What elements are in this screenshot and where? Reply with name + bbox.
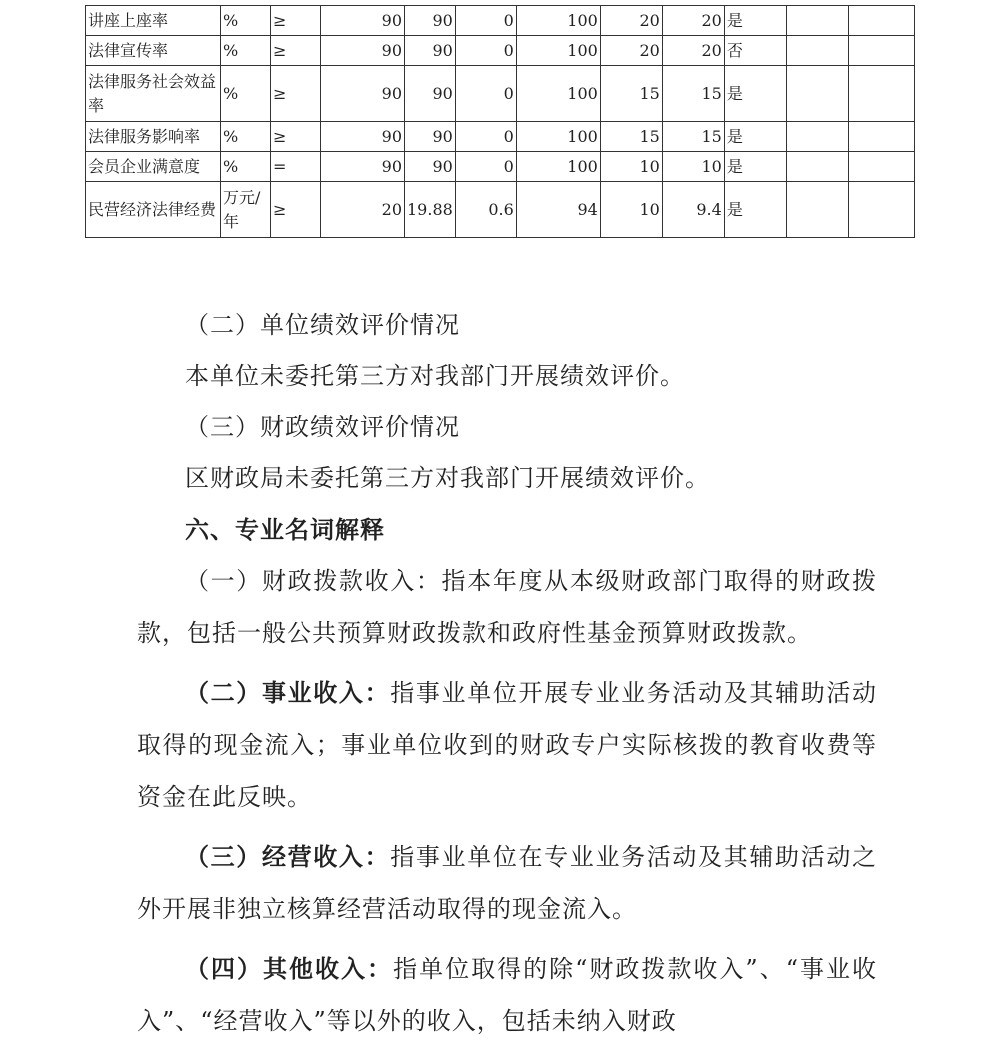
table-cell-v5: 20 xyxy=(600,6,662,36)
table-cell-v2: 90 xyxy=(405,66,456,122)
table-cell-flag: 是 xyxy=(724,182,786,238)
table-row xyxy=(86,6,915,36)
performance-indicator-table xyxy=(85,5,915,238)
table-cell-unit: % xyxy=(221,36,271,66)
table-cell-e1 xyxy=(786,36,848,66)
term-4-label: （四）其他收入： xyxy=(185,954,394,983)
table-cell-flag: 是 xyxy=(724,152,786,182)
table-cell-op: ≥ xyxy=(271,122,321,152)
table-cell-unit: % xyxy=(221,152,271,182)
table-cell-e1 xyxy=(786,122,848,152)
table-cell-v4: 100 xyxy=(516,122,600,152)
table-cell-v3: 0 xyxy=(455,152,516,182)
table-cell-v5: 20 xyxy=(600,36,662,66)
table-cell-v6: 15 xyxy=(662,122,724,152)
fiscal-eval-heading: （三）财政绩效评价情况 xyxy=(185,413,460,441)
table-cell-v6: 20 xyxy=(662,36,724,66)
term-3-text: 指事业单位在专业业务活动及其辅助活动之外开展非独立核算经营活动取得的现金流入。 xyxy=(137,843,878,923)
table-cell-e2 xyxy=(848,122,914,152)
table-cell-name: 会员企业满意度 xyxy=(86,152,221,182)
table-cell-v3: 0 xyxy=(455,122,516,152)
table-cell-flag: 是 xyxy=(724,6,786,36)
table-cell-v6: 9.4 xyxy=(662,182,724,238)
table-row xyxy=(86,36,915,66)
table-cell-e1 xyxy=(786,6,848,36)
term-2-label: （二）事业收入： xyxy=(185,678,391,707)
table-cell-v1: 90 xyxy=(321,36,405,66)
table-cell-v1: 90 xyxy=(321,152,405,182)
table-cell-op: = xyxy=(271,152,321,182)
term-2 xyxy=(137,667,877,823)
table-cell-op: ≥ xyxy=(271,6,321,36)
table-cell-v2: 90 xyxy=(405,36,456,66)
table-cell-v2: 90 xyxy=(405,152,456,182)
table-cell-op: ≥ xyxy=(271,182,321,238)
table-cell-v1: 90 xyxy=(321,6,405,36)
table-cell-v6: 10 xyxy=(662,152,724,182)
table-cell-name: 法律宣传率 xyxy=(86,36,221,66)
table-cell-e1 xyxy=(786,152,848,182)
table-cell-v1: 90 xyxy=(321,66,405,122)
table-cell-name: 讲座上座率 xyxy=(86,6,221,36)
table-cell-op: ≥ xyxy=(271,36,321,66)
term-4 xyxy=(137,943,877,1047)
document-body xyxy=(137,300,877,1047)
table-cell-v5: 15 xyxy=(600,66,662,122)
table-row xyxy=(86,152,915,182)
table-cell-v3: 0.6 xyxy=(455,182,516,238)
table-cell-e2 xyxy=(848,66,914,122)
table-cell-v4: 100 xyxy=(516,152,600,182)
table-row xyxy=(86,182,915,238)
table-cell-flag: 是 xyxy=(724,122,786,152)
term-1-text: 指本年度从本级财政部门取得的财政拨款，包括一般公共预算财政拨款和政府性基金预算财政拨款。 xyxy=(137,567,878,647)
fiscal-eval-text: 区财政局未委托第三方对我部门开展绩效评价。 xyxy=(185,464,710,492)
term-1 xyxy=(137,555,877,659)
table-cell-flag: 否 xyxy=(724,36,786,66)
term-2-text: 指事业单位开展专业业务活动及其辅助活动取得的现金流入；事业单位收到的财政专户实际核拨的教育收费等资金在此反映。 xyxy=(137,679,878,811)
table-cell-e2 xyxy=(848,182,914,238)
table-row xyxy=(86,66,915,122)
table-cell-unit: % xyxy=(221,6,271,36)
table-cell-e1 xyxy=(786,66,848,122)
table-cell-e2 xyxy=(848,6,914,36)
table-cell-e1 xyxy=(786,182,848,238)
table-cell-e2 xyxy=(848,36,914,66)
table-cell-v2: 90 xyxy=(405,122,456,152)
term-4-text: 指单位取得的除“财政拨款收入”、“事业收入”、“经营收入”等以外的收入，包括未纳入财政 xyxy=(137,955,878,1035)
table-cell-v3: 0 xyxy=(455,6,516,36)
term-1-label: （一）财政拨款收入： xyxy=(185,567,442,595)
table-cell-v3: 0 xyxy=(455,66,516,122)
table-cell-name: 法律服务影响率 xyxy=(86,122,221,152)
table-cell-e2 xyxy=(848,152,914,182)
table-cell-op: ≥ xyxy=(271,66,321,122)
table-cell-unit: 万元/年 xyxy=(221,182,271,238)
table-cell-v2: 90 xyxy=(405,6,456,36)
table-cell-v4: 100 xyxy=(516,6,600,36)
glossary-heading: 六、专业名词解释 xyxy=(185,515,385,544)
table-cell-v4: 100 xyxy=(516,66,600,122)
table-cell-flag: 是 xyxy=(724,66,786,122)
table-cell-v4: 100 xyxy=(516,36,600,66)
table-cell-v1: 20 xyxy=(321,182,405,238)
table-cell-name: 民营经济法律经费 xyxy=(86,182,221,238)
unit-eval-text: 本单位未委托第三方对我部门开展绩效评价。 xyxy=(185,362,685,390)
table-cell-unit: % xyxy=(221,66,271,122)
table-cell-v1: 90 xyxy=(321,122,405,152)
table-cell-v5: 10 xyxy=(600,182,662,238)
table-cell-v2: 19.88 xyxy=(405,182,456,238)
table-cell-unit: % xyxy=(221,122,271,152)
table-cell-name: 法律服务社会效益率 xyxy=(86,66,221,122)
table-cell-v5: 10 xyxy=(600,152,662,182)
table-row xyxy=(86,122,915,152)
term-3 xyxy=(137,831,877,935)
unit-eval-heading: （二）单位绩效评价情况 xyxy=(185,311,460,339)
table-cell-v3: 0 xyxy=(455,36,516,66)
term-3-label: （三）经营收入： xyxy=(185,842,391,871)
table-cell-v5: 15 xyxy=(600,122,662,152)
table-cell-v6: 15 xyxy=(662,66,724,122)
table-cell-v4: 94 xyxy=(516,182,600,238)
table-cell-v6: 20 xyxy=(662,6,724,36)
